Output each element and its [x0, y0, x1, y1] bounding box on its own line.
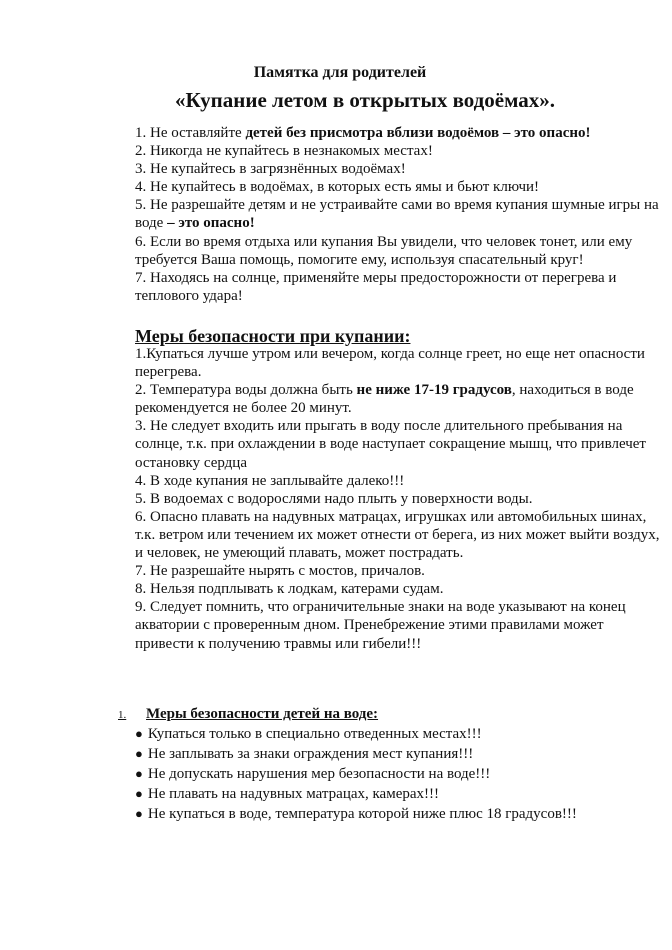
safety-item: 3. Не следует входить или прыгать в воду после длительного пребывания на солнце, т.к. при охлаждении в воде наступает сокращение мышц, что привлечет остановку сердца [135, 418, 646, 471]
rule-item: 3. Не купайтесь в загрязнённых водоёмах! [135, 161, 406, 178]
rule-item: 4. Не купайтесь в водоёмах, в которых есть ямы и бьют ключи! [135, 179, 540, 196]
section-heading-children-safety [118, 706, 378, 723]
safety-item: 6. Опасно плавать на надувных матрацах, игрушках или автомобильных шинах, т.к. ветром или течением их может отнести от берега, из них может выйти воздух, и человек, не умеющий плавать, может пострадать. [135, 508, 660, 562]
bullet-item: ● Купаться только в специально отведенных местах!!! [135, 724, 665, 744]
section-number: 1. [118, 709, 127, 721]
bullet-item: ● Не плавать на надувных матрацах, камерах!!! [135, 784, 665, 804]
bullet-item: ● Не заплывать за знаки ограждения мест купания!!! [135, 744, 665, 764]
bullet-item: ● Не купаться в воде, температура которой ниже плюс 18 градусов!!! [135, 804, 665, 824]
safety-item: 4. В ходе купания не заплывайте далеко!!! [135, 472, 405, 489]
safety-item: 2. Температура воды должна быть не ниже 17-19 градусов, находиться в воде рекомендуется не более 20 минут. [135, 382, 634, 417]
safety-item: 8. Нельзя подплывать к лодкам, катерами судам. [135, 581, 444, 598]
section-heading-bathing-safety: Меры безопасности при купании: [135, 326, 411, 346]
bathing-safety-list [135, 345, 665, 653]
safety-item: 1.Купаться лучше утром или вечером, когда солнце греет, но еще нет опасности перегрева. [135, 346, 645, 381]
section-heading-text: Меры безопасности детей на воде: [146, 706, 379, 722]
general-rules-list [135, 124, 665, 305]
rule-item: 1. Не оставляйте детей без присмотра вблизи водоёмов – это опасно! [135, 125, 591, 141]
memo-subtitle: Памятка для родителей [253, 64, 427, 81]
safety-item: 5. В водоемах с водорослями надо плыть у поверхности воды. [135, 490, 533, 507]
memo-title: «Купание летом в открытых водоёмах». [174, 88, 556, 112]
safety-item: 9. Следует помнить, что ограничительные знаки на воде указывают на конец акватории с проверенным дном. Пренебрежение этими правилами может привести к получению травмы или гибели!!! [135, 599, 626, 652]
rule-item: 2. Никогда не купайтесь в незнакомых местах! [135, 143, 433, 160]
rule-item: 5. Не разрешайте детям и не устраивайте сами во время купания шумные игры на воде – это опасно! [135, 197, 659, 232]
rule-item: 7. Находясь на солнце, применяйте меры предосторожности от перегрева и теплового удара! [135, 269, 617, 304]
safety-item: 7. Не разрешайте нырять с мостов, причалов. [135, 563, 425, 580]
children-safety-bullets [135, 724, 665, 824]
bullet-item: ● Не допускать нарушения мер безопасности на воде!!! [135, 764, 665, 784]
rule-item: 6. Если во время отдыха или купания Вы увидели, что человек тонет, или ему требуется Ваша помощь, помогите ему, используя спасательный круг! [135, 233, 633, 268]
